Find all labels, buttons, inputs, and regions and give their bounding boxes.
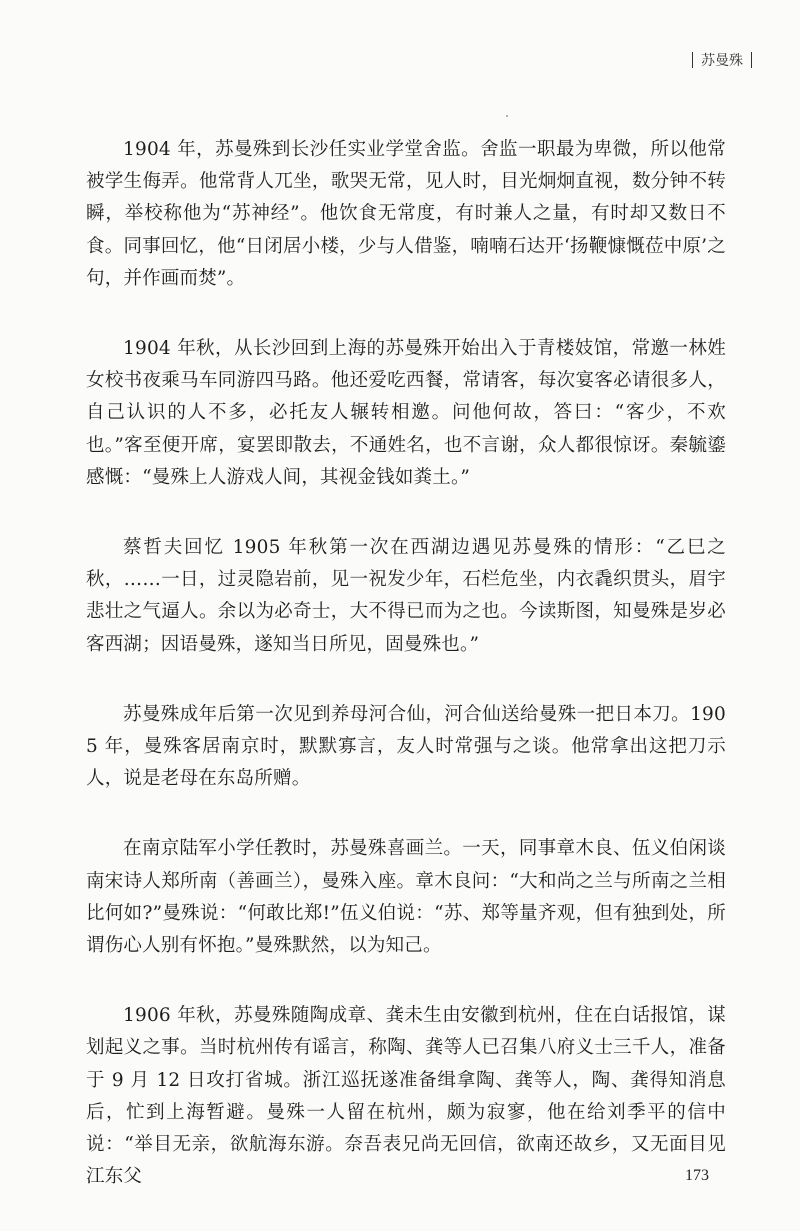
running-head-title: 苏曼殊 [701,53,743,69]
running-head-bar-left [692,52,693,68]
body-text [86,134,726,1231]
paragraph-6: 1906 年秋，苏曼殊随陶成章、龚未生由安徽到杭州，住在白话报馆，谋划起义之事。当时杭州传有谣言，称陶、龚等人已召集八府义士三千人，准备于 9 月 12 日攻打省城。浙江巡抚遂准备缉拿陶、龚等人，陶、龚得知消息后，忙到上海暂避。曼殊一人留在杭州，颇为寂寥，他在给刘季平的信中说：“举目无亲，欲航海东游。奈吾表兄尚无回信，欲南还故乡，又无面目见江东父 [86,1005,726,1188]
running-head [692,50,752,70]
paragraph-2: 1904 年秋，从长沙回到上海的苏曼殊开始出入于青楼妓馆，常邀一林姓女校书夜乘马车同游四马路。他还爱吃西餐，常请客，每次宴客必请很多人，自己认识的人不多，必托友人辗转相邀。问他何故，答曰：“客少，不欢也。”客至便开席，宴罢即散去，不通姓名，也不言谢，众人都很惊讶。秦毓鎏感慨：“曼殊上人游戏人间，其视金钱如粪土。” [86,338,726,488]
scan-speck [506,115,508,117]
running-head-bar-right [751,52,752,68]
paragraph-1: 1904 年，苏曼殊到长沙任实业学堂舍监。舍监一职最为卑微，所以他常被学生侮弄。他常背人兀坐，歌哭无常，见人时，目光炯炯直视，数分钟不转瞬，举校称他为“苏神经”。他饮食无常度，有时兼人之量，有时却又数日不食。同事回忆，他“日闭居小楼，少与人借鉴，喃喃石达开‘扬鞭慷慨莅中原’之句，并作画而焚”。 [86,139,726,289]
paragraph-5: 在南京陆军小学任教时，苏曼殊喜画兰。一天，同事章木良、伍义伯闲谈南宋诗人郑所南（善画兰），曼殊入座。章木良问：“大和尚之兰与所南之兰相比何如?”曼殊说：“何敢比郑!”伍义伯说：“苏、郑等量齐观，但有独到处，所谓伤心人别有怀抱。”曼殊默然，以为知己。 [86,838,726,957]
page-number: 173 [685,1167,709,1184]
paragraph-4: 苏曼殊成年后第一次见到养母河合仙，河合仙送给曼殊一把日本刀。1905 年，曼殊客居南京时，默默寡言，友人时常强与之谈。他常拿出这把刀示人，说是老母在东岛所赠。 [86,703,726,790]
paragraph-3: 蔡哲夫回忆 1905 年秋第一次在西湖边遇见苏曼殊的情形：“乙巳之秋，……一日，过灵隐岩前，见一祝发少年，石栏危坐，内衣毳织贯头，眉宇悲壮之气逼人。余以为必奇士，大不得已而为之也。今读斯图，知曼殊是岁必客西湖；因语曼殊，遂知当日所见，固曼殊也。” [86,537,726,655]
